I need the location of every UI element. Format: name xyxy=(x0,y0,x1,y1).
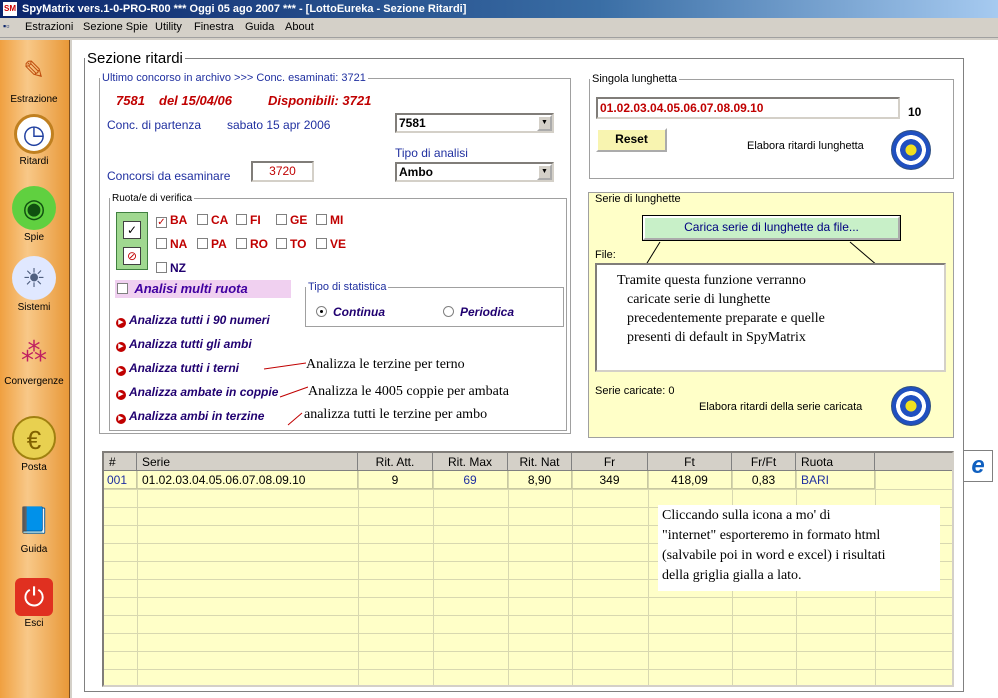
note-serie-3: precedentemente preparate e quelle xyxy=(627,311,825,326)
analizza-90-numeri[interactable] xyxy=(116,313,270,328)
tool-esci[interactable] xyxy=(0,578,68,629)
ruota-label: NA xyxy=(170,237,188,251)
checkbox[interactable] xyxy=(236,238,247,249)
analizza-ambate-coppie[interactable] xyxy=(116,385,278,400)
side-toolbar xyxy=(0,40,70,698)
tool-label: Ritardi xyxy=(19,156,49,167)
start-concorso-value: 7581 xyxy=(399,116,426,130)
tool-label: Sistemi xyxy=(17,302,51,313)
ruota-ro[interactable] xyxy=(236,237,268,251)
note-terzine: analizza tutti le terzine per ambo xyxy=(304,407,488,422)
note-coppie: Analizza le 4005 coppie per ambata xyxy=(308,384,509,399)
grid-header[interactable]: Rit. Nat xyxy=(508,453,572,471)
grid-header[interactable]: Fr/Ft xyxy=(732,453,796,471)
play-icon: ▶ xyxy=(116,318,126,328)
tool-label: Spie xyxy=(23,232,44,243)
tool-estrazione[interactable] xyxy=(0,48,68,105)
carica-serie-button[interactable]: Carica serie di lunghette da file... xyxy=(643,216,900,240)
book-icon: 📘 xyxy=(17,505,51,535)
grid-line xyxy=(104,669,952,670)
pencil-icon: ✎ xyxy=(23,55,45,85)
target-icon[interactable] xyxy=(891,130,931,170)
ruote-legend: Ruota/e di verifica xyxy=(112,193,193,204)
ruota-ge[interactable] xyxy=(276,213,307,227)
checkbox[interactable] xyxy=(276,238,287,249)
cell-rit-max: 69 xyxy=(433,471,508,489)
coin-icon: € xyxy=(12,416,56,460)
tool-label: Estrazione xyxy=(10,94,58,105)
grid-header[interactable]: Rit. Att. xyxy=(358,453,433,471)
menu-about[interactable]: About xyxy=(285,21,314,33)
ruota-pa[interactable] xyxy=(197,237,227,251)
statistica-legend: Tipo di statistica xyxy=(308,281,387,293)
play-icon: ▶ xyxy=(116,390,126,400)
cell-rit-att: 9 xyxy=(358,471,433,489)
checkbox[interactable] xyxy=(236,214,247,225)
ruota-ca[interactable] xyxy=(197,213,228,227)
menu-bar xyxy=(0,18,998,38)
clock-icon: ◷ xyxy=(14,114,54,154)
annotation-arrows xyxy=(260,355,310,435)
tool-label: Convergenze xyxy=(4,376,64,387)
ruota-ve[interactable] xyxy=(316,237,346,251)
note-export-4: della griglia gialla a lato. xyxy=(662,568,802,583)
lightbulb-icon: ☀ xyxy=(12,256,56,300)
archive-legend: Ultimo concorso in archivo >>> Conc. esaminati: 3721 xyxy=(102,72,366,84)
ruota-label: FI xyxy=(250,213,261,227)
grid-line xyxy=(104,615,952,616)
statistica-group xyxy=(305,281,564,327)
ruota-label: PA xyxy=(211,237,227,251)
ruota-mi[interactable] xyxy=(316,213,343,227)
radio-label: Continua xyxy=(333,305,385,319)
play-icon: ▶ xyxy=(116,414,126,424)
analizza-ambi-terzine[interactable] xyxy=(116,409,264,424)
action-label: Analizza ambate in coppie xyxy=(129,385,279,399)
mdi-child-icon[interactable]: ▪▫ xyxy=(3,21,10,31)
target-icon[interactable] xyxy=(891,386,931,426)
grid-header xyxy=(875,453,954,471)
ruota-fi[interactable] xyxy=(236,213,261,227)
reset-button[interactable]: Reset xyxy=(596,128,667,152)
arrow-line xyxy=(288,413,302,425)
chevron-down-icon[interactable]: ▼ xyxy=(537,164,552,180)
last-date: del 15/04/06 xyxy=(159,93,232,108)
action-label: Analizza ambi in terzine xyxy=(129,409,265,423)
cell-serie: 01.02.03.04.05.06.07.08.09.10 xyxy=(137,471,358,489)
cell-rit-nat: 8,90 xyxy=(508,471,572,489)
note-serie-2: caricate serie di lunghette xyxy=(627,292,771,307)
action-label: Analizza tutti gli ambi xyxy=(129,337,252,351)
checkbox[interactable] xyxy=(156,262,167,273)
serie-legend: Serie di lunghette xyxy=(595,193,681,205)
radio-button[interactable] xyxy=(316,306,327,317)
singola-legend: Singola lunghetta xyxy=(592,73,678,85)
start-date: sabato 15 apr 2006 xyxy=(227,118,331,132)
checkbox[interactable] xyxy=(316,238,327,249)
start-label: Conc. di partenza xyxy=(107,118,202,132)
grid-header[interactable]: Serie xyxy=(137,453,358,471)
ruota-to[interactable] xyxy=(276,237,306,251)
tool-label: Posta xyxy=(21,462,47,473)
action-label: Analizza tutti i terni xyxy=(129,361,240,375)
grid-line xyxy=(104,597,952,598)
chevron-down-icon[interactable]: ▼ xyxy=(537,115,552,131)
checkbox[interactable] xyxy=(316,214,327,225)
ruota-label: GE xyxy=(290,213,308,227)
elabora-serie-label: Elabora ritardi della serie caricata xyxy=(699,401,863,413)
uncheck-all-icon[interactable]: ⊘ xyxy=(123,247,141,265)
ruota-label: TO xyxy=(290,237,307,251)
ruota-na[interactable] xyxy=(156,237,187,251)
note-serie-1: Tramite questa funzione verranno xyxy=(617,273,806,288)
grid-line xyxy=(104,489,952,490)
grid-header[interactable]: Ruota xyxy=(796,453,875,471)
tool-label: Guida xyxy=(20,544,48,555)
radio-label: Periodica xyxy=(460,305,515,319)
ruota-ba[interactable] xyxy=(156,213,187,228)
tool-posta[interactable] xyxy=(0,416,68,473)
ruota-label: BA xyxy=(170,213,188,227)
grid-header[interactable]: Rit. Max xyxy=(433,453,508,471)
radio-button[interactable] xyxy=(443,306,454,317)
count-input[interactable]: 3720 xyxy=(251,161,314,182)
note-export-2: "internet" esporteremo in formato html xyxy=(662,528,881,543)
flashlight-icon: ◉ xyxy=(12,186,56,230)
grid-header[interactable]: # xyxy=(104,453,137,471)
checkbox[interactable] xyxy=(156,238,167,249)
checkbox[interactable] xyxy=(197,238,208,249)
tool-convergenze[interactable] xyxy=(0,330,68,387)
tool-label: Esci xyxy=(24,618,44,629)
cell-ruota: BARI xyxy=(796,471,875,489)
analysis-select[interactable] xyxy=(395,162,554,182)
checkbox[interactable] xyxy=(117,283,128,294)
analysis-label: Tipo di analisi xyxy=(395,146,468,160)
lunghetta-input[interactable]: 01.02.03.04.05.06.07.08.09.10 xyxy=(596,97,900,119)
tool-sistemi[interactable] xyxy=(0,256,68,313)
ruota-label: RO xyxy=(250,237,268,251)
cell-ft: 418,09 xyxy=(648,471,732,489)
title-bar xyxy=(0,0,998,18)
file-label: File: xyxy=(595,249,616,261)
menu-utility[interactable]: Utility xyxy=(155,21,182,33)
multi-ruota-label: Analisi multi ruota xyxy=(134,281,248,296)
select-toggle-group xyxy=(116,212,148,270)
note-serie-4: presenti di default in SpyMatrix xyxy=(627,330,806,345)
cell-index: 001 xyxy=(104,471,137,489)
analysis-value: Ambo xyxy=(399,165,433,179)
action-label: Analizza tutti i 90 numeri xyxy=(129,313,270,327)
ruota-nz[interactable] xyxy=(156,261,186,275)
ruota-label: VE xyxy=(330,237,347,251)
grid-line xyxy=(104,651,952,652)
menu-guida[interactable]: Guida xyxy=(245,21,275,33)
tool-guida[interactable] xyxy=(0,498,68,555)
grid-header[interactable]: Fr xyxy=(572,453,648,471)
arrow-line xyxy=(280,387,308,397)
checkbox[interactable]: ✓ xyxy=(157,217,166,228)
grid-header[interactable]: Ft xyxy=(648,453,732,471)
app-icon: SM xyxy=(3,2,17,16)
tool-spie[interactable] xyxy=(0,186,68,243)
power-icon: ⏻ xyxy=(15,578,53,616)
lunghetta-count: 10 xyxy=(908,105,922,119)
elabora-lunghetta-label: Elabora ritardi lunghetta xyxy=(747,140,864,152)
serie-caricate: Serie caricate: 0 xyxy=(595,385,675,397)
checkbox[interactable] xyxy=(197,214,208,225)
arrow-line xyxy=(264,363,306,369)
tool-ritardi[interactable] xyxy=(0,114,68,167)
menu-sezione-spie[interactable]: Sezione Spie xyxy=(83,21,148,33)
ruota-label: CA xyxy=(211,213,229,227)
window-title: SpyMatrix vers.1-0-PRO-R00 *** Oggi 05 ago 2007 *** - [LottoEureka - Sezione Ritardi] xyxy=(22,3,467,15)
convergence-icon: ⁂ xyxy=(21,337,47,367)
analizza-ambi[interactable] xyxy=(116,337,252,352)
play-icon: ▶ xyxy=(116,366,126,376)
check-all-icon[interactable]: ✓ xyxy=(123,221,141,239)
radio-periodica[interactable] xyxy=(443,305,514,319)
internet-export-icon[interactable]: e xyxy=(963,450,993,482)
checkbox[interactable] xyxy=(276,214,287,225)
note-terni: Analizza le terzine per terno xyxy=(306,357,465,372)
ruota-label: NZ xyxy=(170,261,186,275)
menu-finestra[interactable]: Finestra xyxy=(194,21,234,33)
note-export-3: (salvabile poi in word e excel) i risultati xyxy=(662,548,886,563)
play-icon: ▶ xyxy=(116,342,126,352)
analizza-terni[interactable] xyxy=(116,361,239,376)
menu-estrazioni[interactable]: Estrazioni xyxy=(25,21,74,33)
grid-line xyxy=(104,633,952,634)
ruota-label: MI xyxy=(330,213,344,227)
last-number: 7581 xyxy=(116,93,145,108)
start-concorso-select[interactable] xyxy=(395,113,554,133)
count-label: Concorsi da esaminare xyxy=(107,169,231,183)
note-export-1: Cliccando sulla icona a mo' di xyxy=(662,508,831,523)
cell-fr: 349 xyxy=(572,471,648,489)
radio-continua[interactable] xyxy=(316,305,385,319)
export-note-box xyxy=(658,505,940,591)
available-count: Disponibili: 3721 xyxy=(268,93,372,108)
section-title: Sezione ritardi xyxy=(87,50,183,67)
cell-fr-ft: 0,83 xyxy=(732,471,796,489)
multi-ruota-toggle[interactable] xyxy=(115,280,291,298)
